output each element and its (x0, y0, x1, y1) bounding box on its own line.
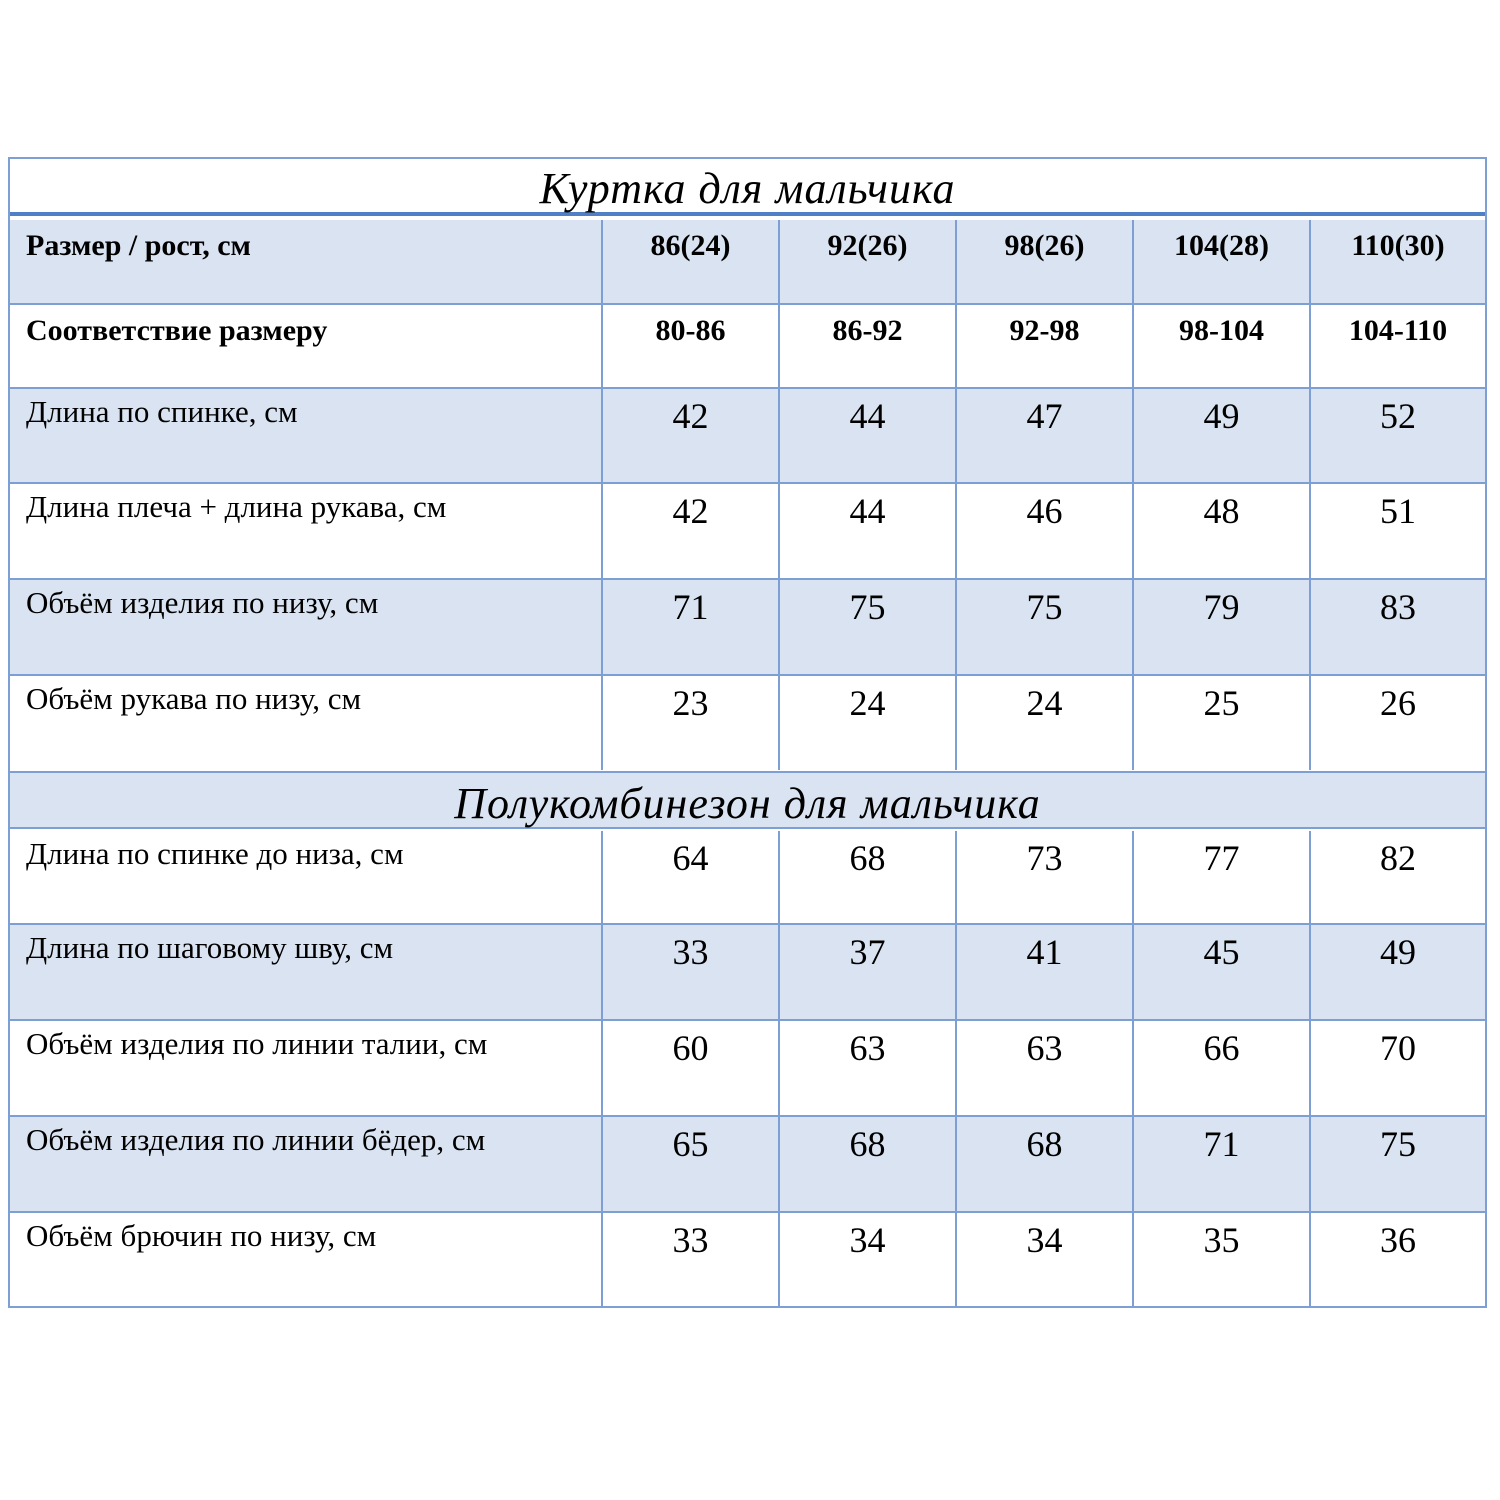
size-chart-table (8, 157, 1487, 1308)
measurement-value: 26 (1309, 676, 1485, 770)
overalls-row-hips (10, 1117, 1485, 1213)
measurement-value: 75 (955, 580, 1132, 674)
measurement-label: Длина по спинке до низа, см (26, 836, 404, 871)
measurement-label: Длина по шаговому шву, см (26, 930, 394, 965)
size-correspondence-cell: 104-110 (1309, 305, 1485, 387)
measurement-value: 79 (1132, 580, 1309, 674)
measurement-value: 48 (1132, 484, 1309, 578)
measurement-value: 35 (1132, 1213, 1309, 1306)
size-correspondence-cell: 92-98 (955, 305, 1132, 387)
measurement-value: 68 (778, 1117, 955, 1211)
measurement-value: 33 (601, 1213, 778, 1306)
jacket-row-back-length (10, 389, 1485, 484)
measurement-value: 44 (778, 389, 955, 482)
measurement-value: 71 (1132, 1117, 1309, 1211)
overalls-title: Полукомбинезон для мальчика (10, 771, 1485, 829)
measurement-label: Объём рукава по низу, см (26, 681, 362, 716)
jacket-row-sleeve-hem (10, 676, 1485, 770)
measurement-value: 63 (955, 1021, 1132, 1115)
measurement-value: 73 (955, 831, 1132, 923)
size-correspondence-cell: 86-92 (778, 305, 955, 387)
measurement-value: 52 (1309, 389, 1485, 482)
measurement-value: 82 (1309, 831, 1485, 923)
measurement-value: 65 (601, 1117, 778, 1211)
measurement-value: 36 (1309, 1213, 1485, 1306)
measurement-value: 51 (1309, 484, 1485, 578)
measurement-value: 42 (601, 389, 778, 482)
measurement-value: 66 (1132, 1021, 1309, 1115)
size-header-cell: 98(26) (955, 220, 1132, 303)
measurement-value: 25 (1132, 676, 1309, 770)
jacket-row-sleeve-length (10, 484, 1485, 580)
measurement-label: Длина плеча + длина рукава, см (26, 489, 447, 524)
size-header-cell: 86(24) (601, 220, 778, 303)
measurement-value: 75 (778, 580, 955, 674)
size-header-label: Размер / рост, см (26, 229, 251, 262)
size-header-cell: 104(28) (1132, 220, 1309, 303)
size-header-cell: 92(26) (778, 220, 955, 303)
measurement-value: 24 (778, 676, 955, 770)
measurement-value: 60 (601, 1021, 778, 1115)
measurement-value: 49 (1309, 925, 1485, 1019)
overalls-row-leg-hem (10, 1213, 1485, 1306)
size-correspondence-label: Соответствие размеру (26, 314, 328, 347)
measurement-value: 68 (955, 1117, 1132, 1211)
measurement-value: 68 (778, 831, 955, 923)
size-correspondence-row (10, 305, 1485, 389)
size-correspondence-cell: 98-104 (1132, 305, 1309, 387)
overalls-row-waist (10, 1021, 1485, 1117)
measurement-value: 75 (1309, 1117, 1485, 1211)
measurement-value: 37 (778, 925, 955, 1019)
measurement-value: 23 (601, 676, 778, 770)
measurement-value: 33 (601, 925, 778, 1019)
measurement-value: 77 (1132, 831, 1309, 923)
size-header-cell: 110(30) (1309, 220, 1485, 303)
measurement-value: 63 (778, 1021, 955, 1115)
measurement-value: 64 (601, 831, 778, 923)
overalls-row-inseam (10, 925, 1485, 1021)
measurement-label: Объём изделия по линии талии, см (26, 1026, 488, 1061)
measurement-value: 34 (778, 1213, 955, 1306)
measurement-value: 34 (955, 1213, 1132, 1306)
measurement-value: 24 (955, 676, 1132, 770)
measurement-label: Объём брючин по низу, см (26, 1218, 377, 1253)
measurement-label: Объём изделия по низу, см (26, 585, 379, 620)
measurement-value: 44 (778, 484, 955, 578)
jacket-row-hem-width (10, 580, 1485, 676)
size-header-row (10, 220, 1485, 305)
size-correspondence-cell: 80-86 (601, 305, 778, 387)
measurement-value: 46 (955, 484, 1132, 578)
measurement-label: Объём изделия по линии бёдер, см (26, 1122, 486, 1157)
measurement-value: 41 (955, 925, 1132, 1019)
measurement-label: Длина по спинке, см (26, 394, 298, 429)
measurement-value: 83 (1309, 580, 1485, 674)
jacket-title: Куртка для мальчика (10, 159, 1485, 216)
measurement-value: 49 (1132, 389, 1309, 482)
measurement-value: 45 (1132, 925, 1309, 1019)
measurement-value: 42 (601, 484, 778, 578)
measurement-value: 47 (955, 389, 1132, 482)
overalls-row-back-length (10, 831, 1485, 925)
measurement-value: 71 (601, 580, 778, 674)
measurement-value: 70 (1309, 1021, 1485, 1115)
